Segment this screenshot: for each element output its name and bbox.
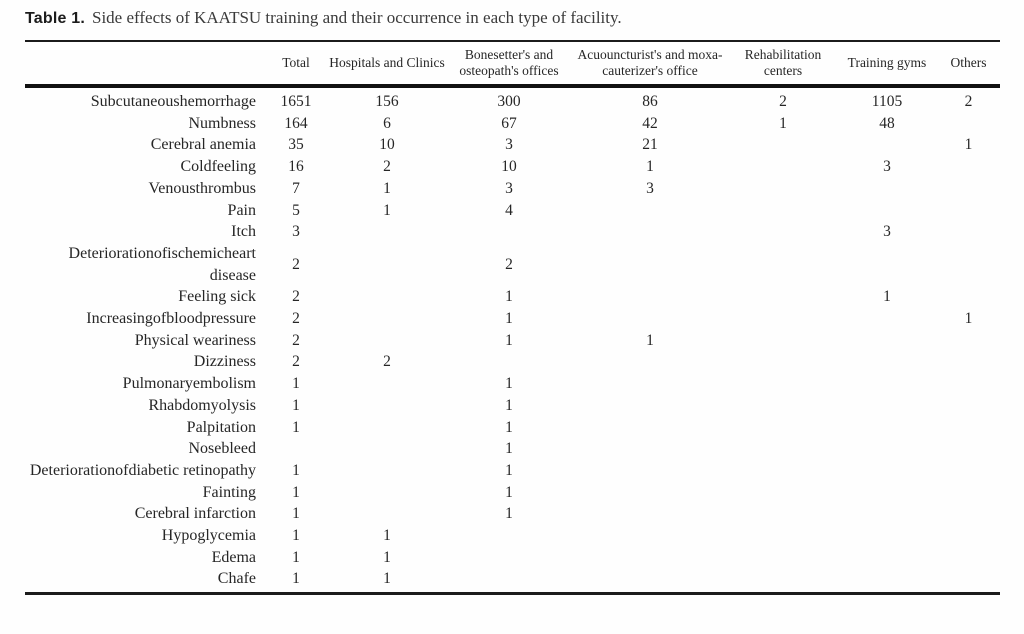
table-body (25, 86, 1000, 594)
table-row (25, 547, 1000, 569)
table-row (25, 460, 1000, 482)
side-effect-label: Itch (231, 223, 256, 241)
count-cell (937, 330, 1000, 352)
count-cell: 1 (505, 396, 513, 414)
count-cell (729, 178, 837, 200)
count-cell (937, 482, 1000, 504)
count-cell: 1 (779, 114, 787, 132)
count-cell: 1 (383, 527, 391, 545)
count-cell (729, 395, 837, 417)
count-cell (937, 221, 1000, 243)
count-cell: 2 (964, 93, 973, 110)
column-header-bonesetter-osteopath: Bonesetter's and osteopath's offices (459, 47, 559, 78)
count-cell (327, 460, 447, 482)
count-cell: 1 (505, 461, 513, 479)
table-caption (25, 7, 622, 30)
count-cell: 1 (292, 548, 300, 566)
count-cell: 86 (642, 93, 658, 110)
side-effect-label: Venousthrombus (148, 179, 256, 197)
side-effect-label: Edema (211, 548, 256, 566)
table-header-row (25, 41, 1000, 86)
table-row (25, 308, 1000, 330)
count-cell (937, 351, 1000, 373)
count-cell: 2 (292, 255, 300, 273)
count-cell (571, 417, 729, 439)
table-row (25, 286, 1000, 308)
count-cell: 1651 (280, 93, 312, 110)
count-cell (447, 221, 571, 243)
count-cell: 21 (642, 136, 658, 154)
count-cell: 1 (505, 418, 513, 436)
count-cell: 67 (501, 114, 517, 132)
count-cell: 2 (383, 158, 391, 176)
side-effect-label: Fainting (202, 483, 256, 501)
count-cell: 3 (883, 223, 891, 241)
count-cell (729, 308, 837, 330)
count-cell: 1 (964, 136, 973, 154)
count-cell (729, 482, 837, 504)
count-cell: 1 (292, 505, 300, 523)
column-header-hospitals-clinics: Hospitals and Clinics (329, 54, 445, 70)
side-effect-label: Cerebral infarction (134, 505, 256, 523)
count-cell: 4 (505, 201, 513, 219)
count-cell: 1 (646, 331, 654, 349)
count-cell (571, 200, 729, 222)
side-effect-label: Pain (227, 201, 256, 219)
side-effect-label: Numbness (188, 114, 256, 132)
side-effect-label: Chafe (217, 570, 256, 588)
count-cell (937, 525, 1000, 547)
count-cell: 2 (292, 353, 300, 371)
table-row (25, 243, 1000, 286)
count-cell: 6 (383, 114, 391, 132)
count-cell (837, 373, 937, 395)
column-header-acupuncturist-moxa: Acuouncturist's and moxa-cauterizer's office (577, 47, 723, 78)
count-cell (937, 156, 1000, 178)
count-cell: 1 (292, 483, 300, 501)
count-cell (571, 286, 729, 308)
count-cell: 3 (883, 158, 891, 176)
count-cell (937, 286, 1000, 308)
count-cell (837, 200, 937, 222)
count-cell (327, 482, 447, 504)
column-header-others: Others (950, 54, 987, 70)
count-cell (327, 286, 447, 308)
count-cell (729, 156, 837, 178)
count-cell: 1105 (871, 93, 903, 110)
side-effect-label: Deteriorationofischemicheart disease (68, 244, 256, 284)
count-cell (327, 503, 447, 525)
count-cell (937, 417, 1000, 439)
side-effect-label: Cerebral anemia (150, 136, 256, 154)
table-row (25, 113, 1000, 135)
count-cell (837, 330, 937, 352)
corner-cell (25, 41, 265, 86)
count-cell: 48 (879, 114, 895, 132)
count-cell: 2 (292, 310, 300, 328)
count-cell: 35 (288, 136, 304, 154)
count-cell (729, 243, 837, 286)
count-cell (447, 525, 571, 547)
table-row (25, 351, 1000, 373)
count-cell: 1 (505, 375, 513, 393)
count-cell (729, 568, 837, 593)
count-cell: 164 (284, 114, 308, 132)
count-cell: 1 (964, 310, 973, 328)
side-effects-table (25, 40, 1000, 595)
table-caption-text: Side effects of KAATSU training and their occurrence in each type of facility. (92, 8, 622, 27)
side-effect-label: Nosebleed (188, 440, 256, 458)
count-cell: 1 (292, 527, 300, 545)
count-cell (571, 438, 729, 460)
count-cell (937, 503, 1000, 525)
count-cell: 42 (642, 114, 658, 132)
side-effect-label: Pulmonaryembolism (122, 375, 256, 393)
side-effect-label: Feeling sick (178, 288, 256, 306)
count-cell: 1 (505, 288, 513, 306)
count-cell (571, 482, 729, 504)
count-cell: 10 (379, 136, 395, 154)
count-cell: 1 (292, 461, 300, 479)
table-row (25, 395, 1000, 417)
count-cell (571, 308, 729, 330)
count-cell (937, 243, 1000, 286)
count-cell (327, 221, 447, 243)
count-cell (571, 373, 729, 395)
count-cell (729, 503, 837, 525)
count-cell (571, 460, 729, 482)
count-cell (571, 568, 729, 593)
count-cell (837, 525, 937, 547)
count-cell: 1 (383, 570, 391, 588)
count-cell (937, 460, 1000, 482)
table-row (25, 568, 1000, 593)
count-cell: 2 (383, 353, 391, 371)
count-cell: 1 (505, 310, 513, 328)
side-effect-label: Dizziness (193, 353, 256, 371)
count-cell (729, 547, 837, 569)
count-cell: 10 (501, 158, 517, 176)
count-cell (837, 351, 937, 373)
count-cell (327, 243, 447, 286)
count-cell (837, 482, 937, 504)
count-cell (837, 308, 937, 330)
column-header-training-gyms: Training gyms (847, 54, 927, 70)
count-cell (729, 134, 837, 156)
count-cell: 3 (646, 179, 654, 197)
count-cell (837, 395, 937, 417)
count-cell: 1 (383, 179, 391, 197)
count-cell: 1 (292, 570, 300, 588)
count-cell (937, 547, 1000, 569)
table-row (25, 221, 1000, 243)
count-cell (571, 547, 729, 569)
count-cell (327, 438, 447, 460)
count-cell (729, 351, 837, 373)
count-cell (447, 547, 571, 569)
side-effect-label: Palpitation (186, 418, 256, 436)
count-cell: 2 (779, 93, 787, 110)
count-cell: 156 (375, 93, 399, 110)
count-cell (571, 395, 729, 417)
count-cell: 1 (292, 375, 300, 393)
count-cell (729, 286, 837, 308)
count-cell (729, 373, 837, 395)
table-row (25, 438, 1000, 460)
count-cell: 1 (292, 396, 300, 414)
count-cell (571, 243, 729, 286)
count-cell: 1 (646, 158, 654, 176)
count-cell (937, 438, 1000, 460)
count-cell (729, 417, 837, 439)
side-effect-label: Rhabdomyolysis (148, 396, 256, 414)
count-cell (571, 351, 729, 373)
count-cell: 1 (505, 505, 513, 523)
count-cell: 2 (505, 255, 513, 273)
count-cell (837, 503, 937, 525)
count-cell: 2 (292, 288, 300, 306)
count-cell (571, 221, 729, 243)
count-cell (937, 395, 1000, 417)
count-cell: 1 (883, 288, 891, 306)
count-cell: 7 (292, 179, 300, 197)
count-cell (265, 438, 327, 460)
count-cell (327, 395, 447, 417)
count-cell: 3 (292, 223, 300, 241)
column-header-total: Total (282, 54, 310, 70)
table-row (25, 417, 1000, 439)
count-cell: 1 (383, 548, 391, 566)
count-cell (837, 460, 937, 482)
count-cell: 300 (497, 93, 521, 110)
side-effect-label: Coldfeeling (180, 158, 256, 176)
count-cell (447, 351, 571, 373)
table-row (25, 200, 1000, 222)
count-cell (571, 503, 729, 525)
side-effect-label: Subcutaneoushemorrhage (90, 93, 256, 110)
table-caption-label: Table 1. (25, 10, 85, 27)
count-cell (937, 178, 1000, 200)
count-cell (729, 460, 837, 482)
count-cell (837, 568, 937, 593)
count-cell: 1 (292, 418, 300, 436)
count-cell (837, 547, 937, 569)
table-row (25, 330, 1000, 352)
count-cell: 3 (505, 179, 513, 197)
count-cell (837, 417, 937, 439)
count-cell: 1 (505, 483, 513, 501)
count-cell: 3 (505, 136, 513, 154)
count-cell (837, 178, 937, 200)
count-cell (937, 200, 1000, 222)
count-cell (327, 417, 447, 439)
table-row (25, 178, 1000, 200)
count-cell (729, 221, 837, 243)
count-cell (837, 243, 937, 286)
count-cell (837, 134, 937, 156)
count-cell (837, 438, 937, 460)
table-row (25, 86, 1000, 113)
table-header (25, 41, 1000, 86)
count-cell (937, 568, 1000, 593)
count-cell: 2 (292, 331, 300, 349)
count-cell: 16 (288, 158, 304, 176)
count-cell: 5 (292, 201, 300, 219)
table-row (25, 525, 1000, 547)
side-effect-label: Hypoglycemia (161, 527, 256, 545)
count-cell (327, 373, 447, 395)
table-row (25, 373, 1000, 395)
side-effect-label: Deteriorationofdiabetic retinopathy (29, 461, 256, 479)
count-cell (729, 330, 837, 352)
side-effect-label: Physical weariness (134, 331, 256, 349)
count-cell (729, 438, 837, 460)
column-header-rehabilitation-centers: Rehabilitation centers (744, 47, 822, 78)
count-cell (447, 568, 571, 593)
table-row (25, 134, 1000, 156)
table-row (25, 156, 1000, 178)
count-cell (327, 330, 447, 352)
count-cell (571, 525, 729, 547)
count-cell: 1 (383, 201, 391, 219)
count-cell (327, 308, 447, 330)
count-cell (937, 113, 1000, 135)
count-cell (729, 525, 837, 547)
side-effect-label: Increasingofbloodpressure (86, 310, 256, 328)
count-cell (729, 200, 837, 222)
count-cell: 1 (505, 440, 513, 458)
table-row (25, 503, 1000, 525)
count-cell: 1 (505, 331, 513, 349)
count-cell (937, 373, 1000, 395)
table-row (25, 482, 1000, 504)
